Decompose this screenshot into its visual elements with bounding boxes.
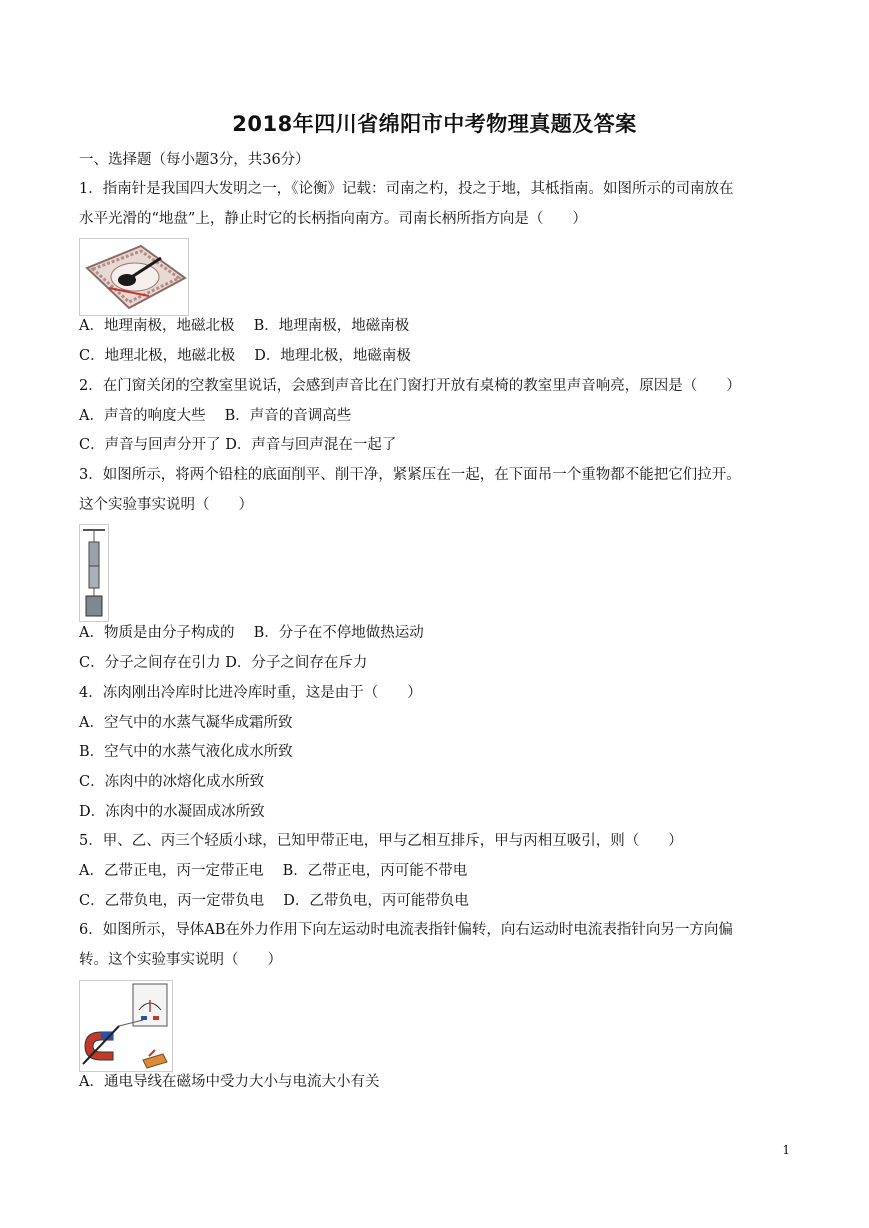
section-heading: 一、选择题（每小题3分，共36分）: [79, 152, 310, 168]
lead-cylinders-figure: [79, 524, 109, 626]
question-2-options-ab: A．声音的响度大些 B．声音的音调高些: [79, 408, 352, 424]
question-3-stem-line-2: 这个实验事实说明（ ）: [79, 497, 253, 513]
page-number: 1: [782, 1143, 790, 1157]
question-6-option-a: A．通电导线在磁场中受力大小与电流大小有关: [79, 1074, 380, 1090]
question-6-stem-line-2: 转。这个实验事实说明（ ）: [79, 952, 282, 968]
question-5-options-cd: C．乙带负电，丙一定带负电 D．乙带负电，丙可能带负电: [79, 893, 469, 909]
question-4-option-a: A．空气中的水蒸气凝华成霜所致: [79, 715, 293, 731]
compass-sinan-figure: [79, 238, 189, 320]
question-3-options-ab: A．物质是由分子构成的 B．分子在不停地做热运动: [79, 625, 424, 641]
question-3-options-cd: C．分子之间存在引力 D．分子之间存在斥力: [79, 655, 368, 671]
question-4-option-d: D．冻肉中的水凝固成冰所致: [79, 804, 265, 820]
question-3-stem-line-1: 3．如图所示，将两个铅柱的底面削平、削干净，紧紧压在一起，在下面吊一个重物都不能把它们拉开。: [79, 467, 741, 483]
question-4-stem: 4．冻肉刚出冷库时比进冷库时重，这是由于（ ）: [79, 685, 422, 701]
question-1-stem-line-1: 1．指南针是我国四大发明之一，《论衡》记载：司南之杓，投之于地，其柢指南。如图所示的司南放在: [79, 181, 734, 197]
question-6-stem-line-1: 6．如图所示，导体AB在外力作用下向左运动时电流表指针偏转，向右运动时电流表指针向另一方向偏: [79, 922, 733, 938]
question-1-stem-line-2: 水平光滑的“地盘”上，静止时它的长柄指向南方。司南长柄所指方向是（ ）: [79, 211, 587, 227]
question-1-options-cd: C．地理北极，地磁北极 D．地理北极，地磁南极: [79, 348, 411, 364]
question-4-option-b: B．空气中的水蒸气液化成水所致: [79, 744, 293, 760]
question-5-options-ab: A．乙带正电，丙一定带正电 B．乙带正电，丙可能不带电: [79, 863, 468, 879]
document-title: 2018年四川省绵阳市中考物理真题及答案: [232, 112, 637, 136]
question-5-stem: 5．甲、乙、丙三个轻质小球，已知甲带正电，甲与乙相互排斥，甲与丙相互吸引，则（ ）: [79, 833, 683, 849]
question-2-stem: 2．在门窗关闭的空教室里说话，会感到声音比在门窗打开放有桌椅的教室里声音响亮，原因是（ ）: [79, 378, 741, 394]
question-4-option-c: C．冻肉中的冰熔化成水所致: [79, 774, 265, 790]
induction-experiment-figure: [79, 980, 173, 1076]
question-2-options-cd: C．声音与回声分开了 D．声音与回声混在一起了: [79, 437, 397, 453]
question-1-options-ab: A．地理南极，地磁北极 B．地理南极，地磁南极: [79, 318, 410, 334]
